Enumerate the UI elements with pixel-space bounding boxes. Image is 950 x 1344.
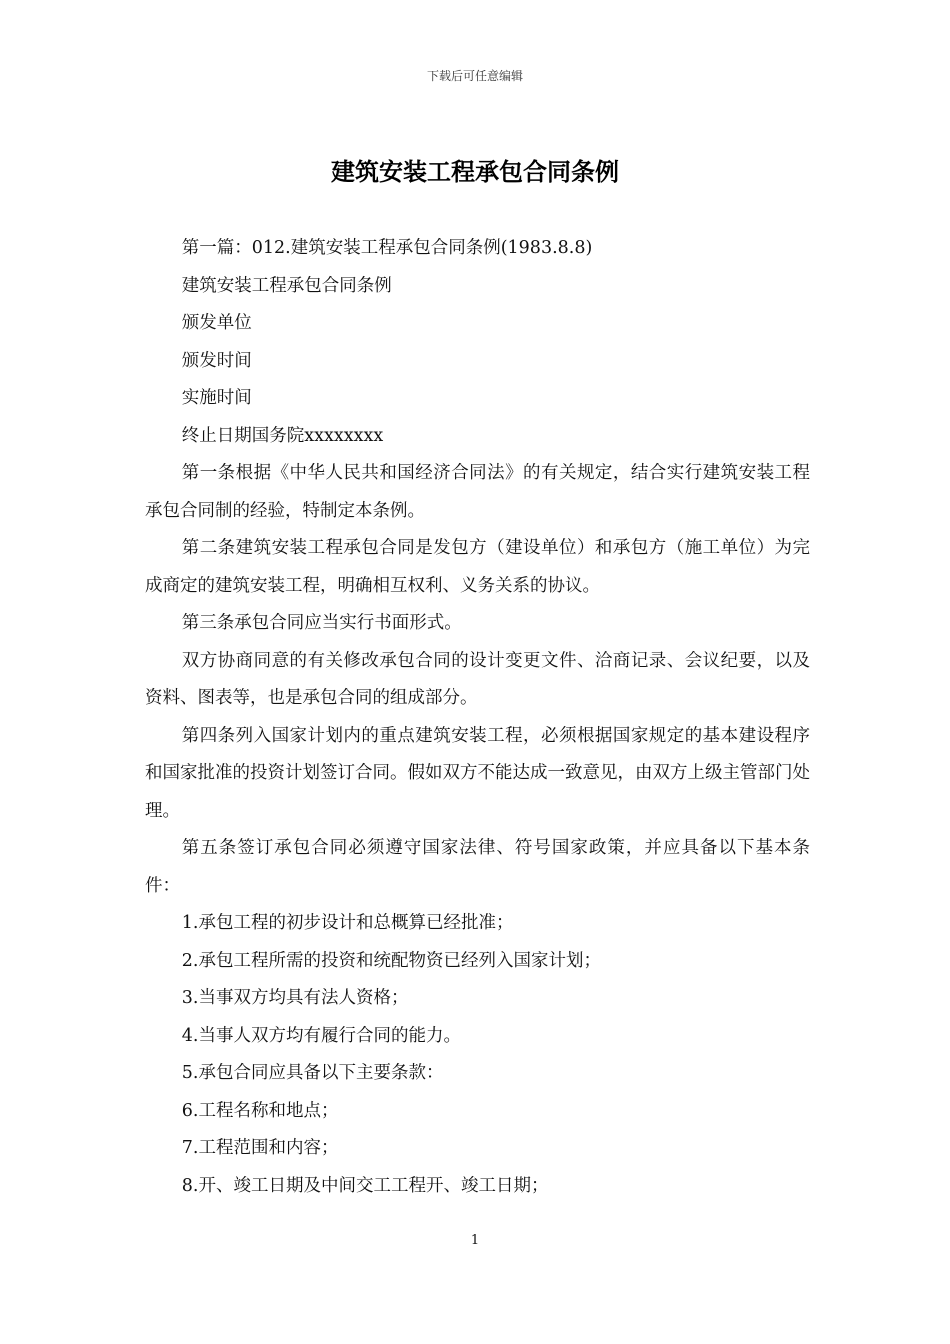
paragraph-regulation-name: 建筑安装工程承包合同条例: [181, 275, 392, 296]
list-item-1: 1.承包工程的初步设计和总概算已经批准；: [181, 913, 514, 933]
paragraph-issue-time: 颁发时间: [181, 350, 252, 371]
paragraph-part-heading: 第一篇：012.建筑安装工程承包合同条例(1983.8.8): [181, 238, 593, 258]
document-title: 建筑安装工程承包合同条例: [331, 158, 619, 186]
list-item-7: 7.工程范围和内容；: [181, 1138, 339, 1158]
paragraph-issuing-unit: 颁发单位: [181, 313, 252, 333]
list-item-2: 2.承包工程所需的投资和统配物资已经列入国家计划；: [181, 950, 601, 971]
paragraph-article-3: 第三条承包合同应当实行书面形式。: [181, 613, 462, 633]
paragraph-article-3-supplement: 双方协商同意的有关修改承包合同的设计变更文件、洽商记录、会议纪要，以及资料、图表等，也是承包合同的组成部分。: [145, 650, 810, 708]
list-item-6: 6.工程名称和地点；: [181, 1100, 339, 1121]
page-header-note: 下载后可任意编辑: [426, 69, 523, 83]
list-item-4: 4.当事人双方均有履行合同的能力。: [181, 1025, 461, 1046]
paragraph-effective-time: 实施时间: [181, 388, 252, 408]
list-item-3: 3.当事双方均具有法人资格；: [181, 988, 409, 1008]
list-item-8: 8.开、竣工日期及中间交工工程开、竣工日期；: [181, 1175, 549, 1196]
document-body: [145, 230, 810, 1205]
paragraph-article-4: 第四条列入国家计划内的重点建筑安装工程，必须根据国家规定的基本建设程序和国家批准的投资计划签订合同。假如双方不能达成一致意见，由双方上级主管部门处理。: [145, 725, 810, 821]
paragraph-article-1: 第一条根据《中华人民共和国经济合同法》的有关规定，结合实行建筑安装工程承包合同制的经验，特制定本条例。: [145, 463, 810, 521]
page-number: 1: [470, 1233, 480, 1248]
paragraph-end-date: 终止日期国务院xxxxxxxx: [181, 425, 384, 446]
paragraph-article-2: 第二条建筑安装工程承包合同是发包方（建设单位）和承包方（施工单位）为完成商定的建筑安装工程，明确相互权利、义务关系的协议。: [145, 538, 810, 596]
paragraph-article-5: 第五条签订承包合同必须遵守国家法律、符号国家政策，并应具备以下基本条件：: [145, 838, 810, 896]
list-item-5: 5.承包合同应具备以下主要条款：: [181, 1063, 444, 1083]
